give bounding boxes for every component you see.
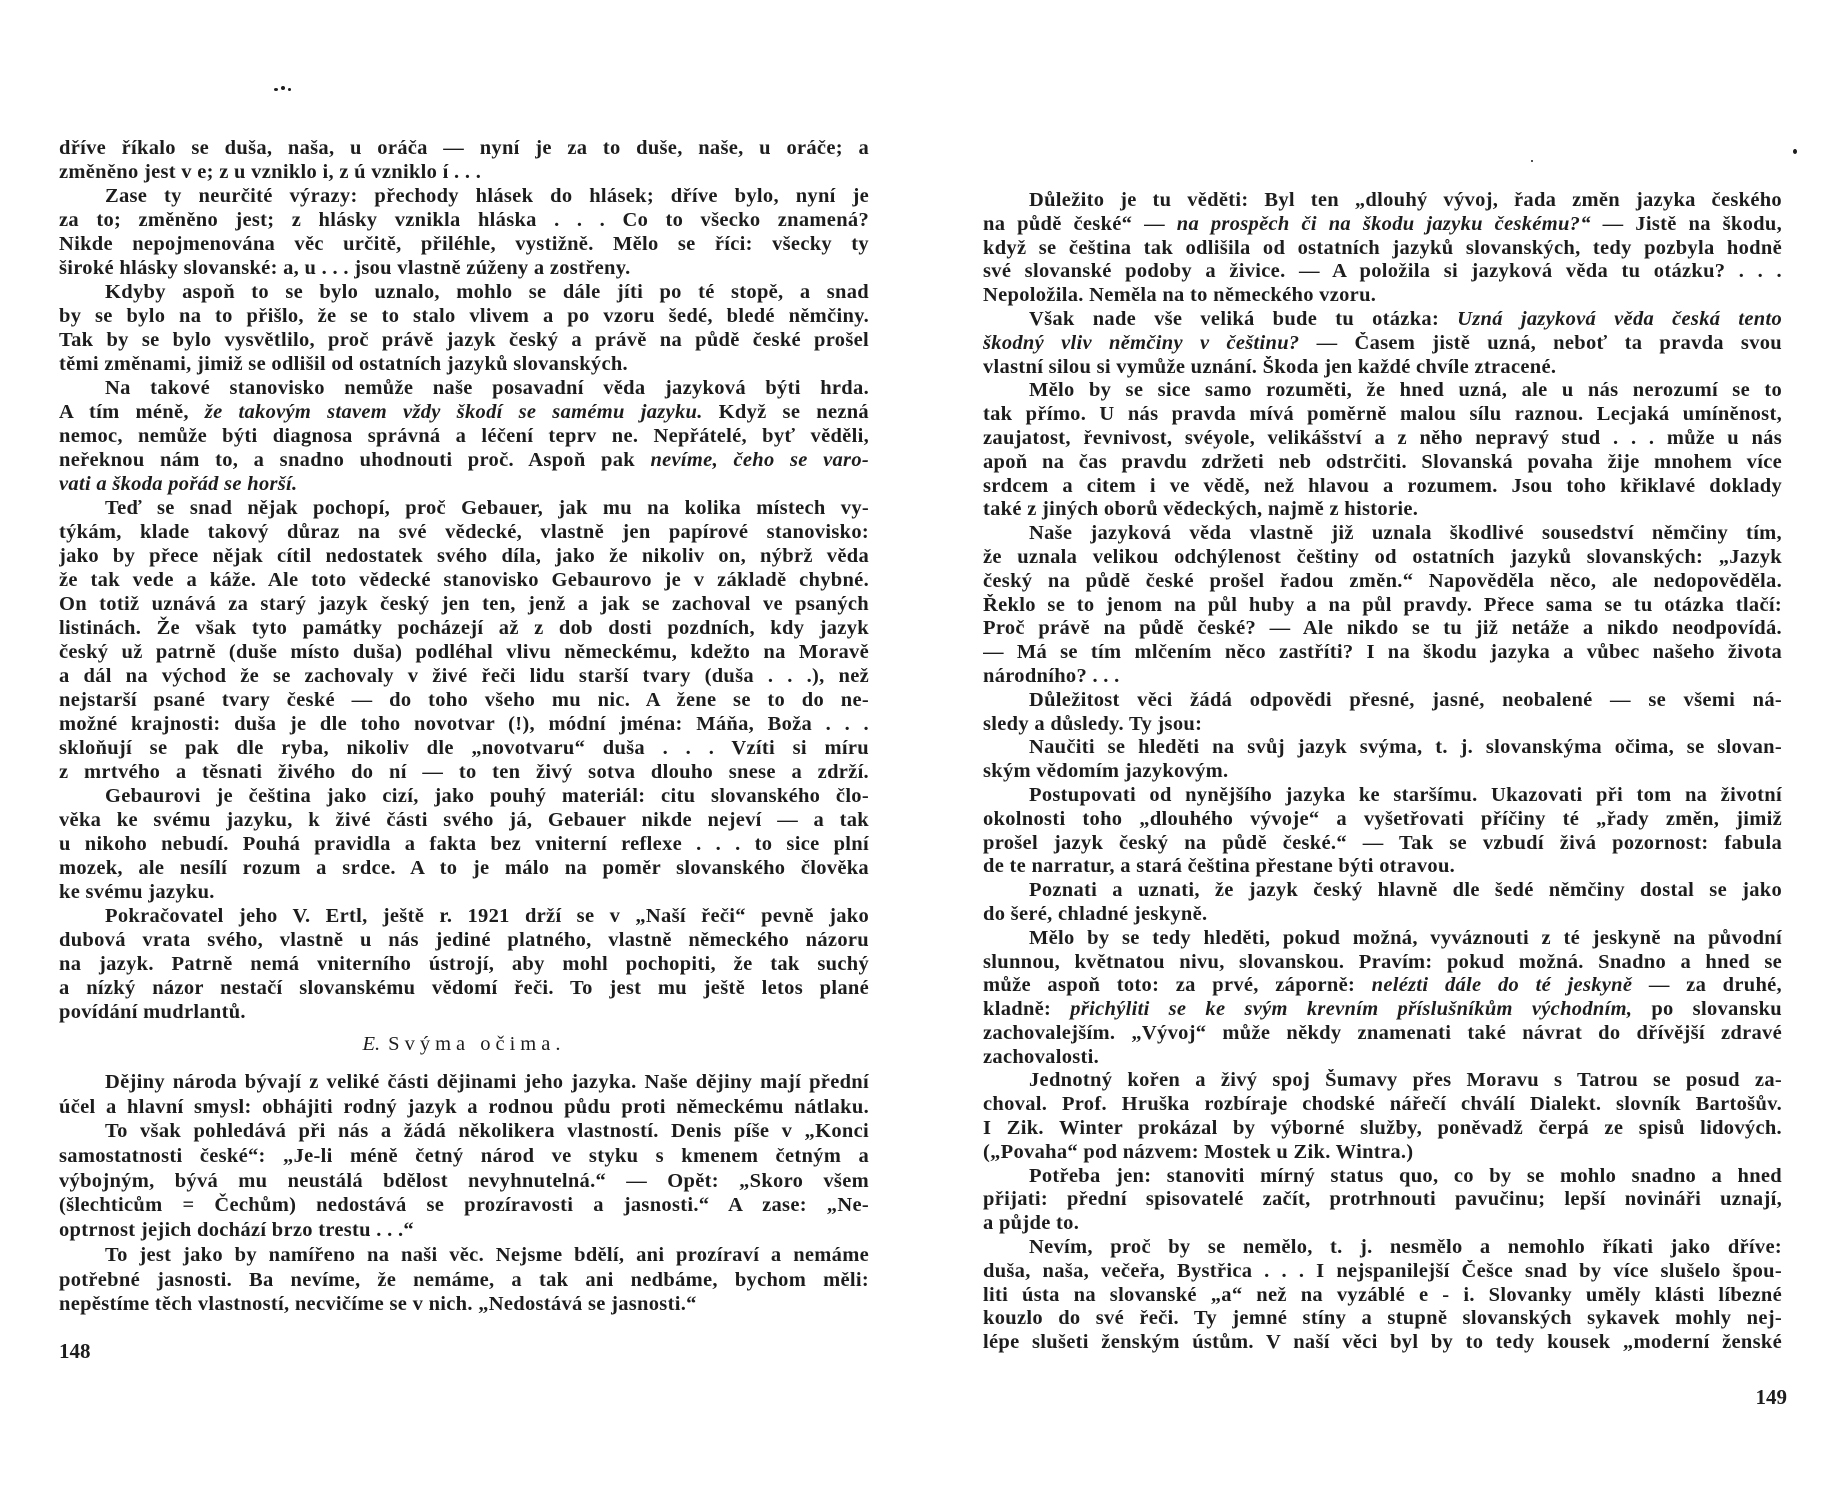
text-span: může aspoň toto: za prvé, záporně: [983,974,1372,997]
text-line: (šlechticům = Čechům) nedostává se prozíravosti a jasnosti.“ A zase: „Ne- [59,1194,869,1217]
text-line: kouzlo do své řeči. Ty jemné stíny a stupně slovanských sykavek mohly nej- [983,1307,1782,1330]
text-span: po slovansku [1632,998,1782,1021]
text-line: jako by přece nějak cítil nedostatek svého díla, jako že nikoliv on, nýbrž věda [59,545,869,567]
text-line: že uznala velikou odchýlenost češtiny od ostatních jazyků slovanských: „Jazyk [983,545,1782,568]
text-line: Postupovati od nynějšího jazyka ke staršímu. Ukazovati při tom na životní [1029,783,1782,806]
text-line: by se bylo na to přišlo, že se to stalo vlivem a po vzoru šedé, bledé němčiny. [59,305,869,327]
text-span: na půdě české“ — [983,212,1177,235]
text-line: Kdyby aspoň to se bylo uznalo, mohlo se dále jíti po té stopě, a snad [105,281,869,303]
text-line: Naučiti se hleděti na svůj jazyk svýma, t. j. slovanskýma očima, se slovan- [1029,736,1782,759]
text-line: potřebné jasnosti. Ba nevíme, že nemáme, a tak ani nedbáme, bychom měli: [59,1268,869,1291]
text-span: kladně: [983,998,1071,1021]
text-line: Řeklo se to jenom na půl huby a na půl pravdy. Přece sama se tu otázka tlačí: [983,593,1782,616]
text-line: Teď se snad nějak pochopí, proč Gebauer, jak mu na kolika místech vy- [105,497,869,519]
text-line: zachovalosti. [983,1045,1100,1068]
text-line: a nízký názor nestačí slovanskému vědomí řeči. To jest mu ještě letos plané [59,977,869,999]
text-line: povídání mudrlantů. [59,1001,246,1023]
text-line: výbojným, bývá mu neustálá bdělost nevyhnutelná.“ — Opět: „Skoro všem [59,1169,869,1192]
italic-text: nevíme, čeho se varo- [650,449,869,471]
text-line: když se čeština tak odlišila od ostatních jazyků slovanských, tedy pozbyla hodně [983,236,1782,259]
text-line: listinách. Že však tyto památky pocházejí až z dob dosti pozdních, kdy jazyk [59,617,869,639]
text-line: mozek, ale nesílí rozum a srdce. A to je málo na poměr slovanského člověka [59,857,869,879]
text-line [59,472,869,496]
text-line: možné krajnosti: duša je dle toho novotvar (!), módní jména: Máňa, Boža . . . [59,713,869,735]
text-line: To jest jako by namířeno na naši věc. Nejsme bdělí, ani prozíraví a nemáme [105,1243,869,1266]
ink-speck [1531,160,1533,162]
text-line [983,308,1782,332]
text-line: Tak by se bylo vysvětlilo, proč právě jazyk český a právě na půdě české prošel [59,329,869,351]
section-letter: E. [362,1033,381,1055]
text-line: ke svému jazyku. [59,881,215,903]
text-line [983,332,1782,356]
text-line: Nevím, proč by se nemělo, t. j. nesmělo a nemohlo říkati jako dříve: [1029,1236,1782,1259]
text-line: vlastní silou si vymůže uznání. Škoda jen každé chvíle ztracené. [983,355,1557,378]
ink-speck [274,88,278,91]
text-line: těmi změnami, jimiž se odlišil od ostatních jazyků slovanských. [59,353,628,375]
text-line: Gebaurovi je čeština jako cizí, jako pouhý materiál: citu slovanského člo- [105,785,869,807]
text-line: nepěstíme těch vlastností, necvičíme se v nich. „Nedostává se jasnosti.“ [59,1293,697,1316]
text-line: ským vědomím jazykovým. [983,760,1229,783]
page-number-right: 149 [1755,1385,1787,1409]
italic-text: na prospěch či na škodu jazyku českému?“ [1176,212,1591,235]
text-line: prošel jazyk český na půdě české.“ — Tak se vzbudí živá pozornost: fabula [983,831,1782,854]
text-line: Pokračovatel jeho V. Ertl, ještě r. 1921 drží se v „Naší řeči“ pevně jako [105,905,869,927]
left-page-section-text [59,1070,869,1317]
text-line: týkám, klade takový důraz na své vědecké, vlastně jen papírové stanovisko: [59,521,869,543]
ink-speck [288,88,291,91]
text-line: Dějiny národa bývají z veliké části dějinami jeho jazyka. Naše dějiny mají přední [105,1071,869,1093]
text-line: liti ústa na slovanské „a“ než na vyzáblé e - i. Slovanky uměly klásti líbezné [983,1283,1782,1306]
text-line: de te narratur, a stará čeština přestane býti otravou. [983,855,1456,878]
text-line: z mrtvého a těsnati živého do ní — to ten živý sotva dlouho snese a zdrží. [59,761,869,783]
text-line: a půjde to. [983,1212,1080,1235]
text-line: věka ke svému jazyku, k živé části svého já, Gebauer nikde nejeví — a tak [59,809,869,831]
text-line: On totiž uznává za starý jazyk český jen ten, jenž a jak se zachoval ve psaných [59,593,869,615]
text-line: nemoc, nemůže býti diagnosa správná a léčení teprv ne. Nepřátelé, byť věděli, [59,425,869,447]
italic-text: Uzná jazyková věda česká tento [1457,307,1782,330]
text-line: Nikde nepojmenována věc určitě, přiléhle, vystižně. Mělo se říci: všecky ty [59,233,869,255]
text-line: Zase ty neurčité výrazy: přechody hlásek do hlásek; dříve bylo, nyní je [105,185,869,207]
ink-speck [1793,149,1797,154]
text-span: neřeknou nám to, a snadno uhodnouti proč. Aspoň pak [59,449,651,471]
text-line: také z jiných oborů vědeckých, najmě z historie. [983,498,1419,521]
text-line: Jednotný kořen a živý spoj Šumavy přes Moravu s Tatrou se posud za- [1029,1069,1782,1092]
text-line: apoň na čas pravdu zdržeti neb odstrčiti. Slovanská povaha žije mnohem více [983,450,1782,473]
section-heading [59,1030,869,1058]
text-line: Poznati a uznati, že jazyk český hlavně dle šedé němčiny dostal se jako [1029,879,1782,902]
text-line: Naše jazyková věda vlastně již uznala škodlivé sousedství němčiny tím, [1029,522,1782,545]
ink-speck [281,86,285,90]
text-line: že tak vede a káže. Ale toto vědecké stanovisko Gebaurovo je v základě chybné. [59,569,869,591]
text-line: své slovanské podoby a živice. — A položila si jazyková věda tu otázku? . . . [983,260,1782,283]
text-line: Mělo by se tedy hleděti, pokud možná, vyváznouti z té jeskyně na původní [1029,926,1782,949]
text-line [983,974,1782,998]
text-line: lépe slušeti ženským ústům. V naší věci byl by to tedy kousek „moderní ženské [983,1331,1782,1354]
italic-text: že takovým stavem vždy škodí se samému jazyku. [204,401,703,423]
text-line: — Má se tím mlčením něco zastříti? I na škodu jazyka a vůbec našeho života [983,641,1782,664]
text-line [983,998,1782,1022]
text-line: účel a hlavní smysl: obhájiti rodný jazyk a rodnou půdu proti německému nátlaku. [59,1095,869,1118]
text-line: dříve říkalo se duša, naša, u oráča — nyní je za to duše, naše, u oráče; a [59,137,869,159]
text-span: A tím méně, [59,401,205,423]
text-span: — Jistě na škodu, [1590,212,1782,235]
text-line: optrnost jejich dochází brzo trestu . . .“ [59,1219,414,1242]
text-line: I Zik. Winter prokázal by výborné služby, poněvadž čerpá ze spisů lidových. [983,1117,1782,1140]
text-line [983,213,1782,237]
italic-text: škodný vliv němčiny v češtinu? [983,331,1300,354]
text-line: Mělo by se sice samo rozuměti, že hned uzná, ale u nás nerozumí se to [1029,379,1782,402]
text-line: okolnosti toho „dlouhého vývoje“ a vyšetřovati příčiny té „řady změn, jimiž [983,807,1782,830]
text-line: skloňují se pak dle ryba, nikoliv dle „novotvaru“ duša . . . Vzíti si míru [59,737,869,759]
text-span: — za druhé, [1632,974,1782,997]
text-line: Na takové stanovisko nemůže naše posavadní věda jazyková býti hrda. [105,377,869,399]
text-line: („Povaha“ pod názvem: Mostek u Zik. Wintra.) [983,1140,1414,1163]
text-line: přijati: přední spisovatelé začít, protrhnouti pavučinu; lepší novináři uznají, [983,1188,1782,1211]
text-line: zachovalejším. „Vývoj“ může někdy znamenati také návrat do dřívější zdravé [983,1021,1782,1044]
text-line: nejstarší psané tvary české — do toho všeho mu nic. A žene se to do ne- [59,689,869,711]
text-line: samostatnosti české“: „Je-li méně četný národ ve styku s kmenem četným a [59,1145,869,1168]
text-line: dubová vrata svého, vlastně u nás jediné platného, vlastně německého názoru [59,929,869,951]
text-line: duša, naša, večeřa, Bystřica . . . I nejspanilejší Češce snad by více slušelo špou- [983,1259,1782,1282]
text-line: široké hlásky slovanské: a, u . . . jsou vlastně zúženy a zostřeny. [59,257,631,279]
text-line: slunnou, květnatou nivu, slovanskou. Pravím: pokud možná. Snadno a hned se [983,950,1782,973]
section-title: Svýma očima. [388,1033,566,1055]
text-line: a dál na východ že se zachovaly v živé řeči lidu starší tvary (duša . . .), než [59,665,869,687]
text-line: národního? . . . [983,664,1120,687]
text-line: Proč právě na půdě české? — Ale nikdo se tu již netáže a nikdo neodpovídá. [983,617,1782,640]
text-line: u nikoho nebudí. Pouhá pravidla a fakta bez vniterní reflexe . . . to sice plní [59,833,869,855]
text-line: za to; změněno jest; z hlásky vznikla hláska . . . Co to všecko znamená? [59,209,869,231]
left-page-text [59,136,869,1024]
right-page-text [983,189,1782,1355]
text-line: Důležitost věci žádá odpovědi přesné, jasné, neobalené — se všemi ná- [1029,688,1782,711]
text-line: do šeré, chladné jeskyně. [983,902,1208,925]
text-span: Když se nezná [702,401,869,423]
text-line [59,448,869,472]
text-span: Však nade vše veliká bude tu otázka: [1029,307,1458,330]
text-line: Důležito je tu věděti: Byl ten „dlouhý vývoj, řada změn jazyka českého [1029,189,1782,211]
italic-text: nelézti dále do té jeskyně [1371,974,1633,997]
text-line: zaujatost, řevnivost, svéyole, velikášství a z něho nepravý stud . . . může u nás [983,426,1782,449]
text-line [59,400,869,424]
italic-text: vati a škoda pořád se horší. [59,473,298,495]
italic-text: přichýliti se ke svým krevním příslušníkům východním, [1070,998,1633,1021]
text-line: český na půdě české prošel řadou změn.“ Napověděla něco, ale nedopověděla. [983,569,1782,592]
text-line: To však pohledává při nás a žádá několikera vlastností. Denis píše v „Konci [105,1120,869,1143]
text-line: Nepoložila. Neměla na to německého vzoru. [983,284,1377,307]
text-line: tak přímo. U nás pravda mívá poměrně malou sílu raznou. Lecjaká umíněnost, [983,403,1782,426]
text-line: na jazyk. Patrně nemá vniterního ústrojí, aby mohl pochopiti, že tak suchý [59,953,869,975]
text-line: choval. Prof. Hruška rozbíraje chodské nářečí chválí Dialekt. slovník Bartošův. [983,1093,1782,1116]
text-span: — Časem jistě uzná, neboť ta pravda svou [1299,331,1782,354]
text-line: srdcem a citem i ve vědě, než hlavou a rozumem. Jsou toho křiklavé doklady [983,474,1782,497]
text-line: Potřeba jen: stanoviti mírný status quo, co by se mohlo snadno a hned [1029,1164,1782,1187]
text-line: změněno jest v e; z u vzniklo i, z ú vzniklo í . . . [59,161,482,183]
text-line: český už patrně (duše místo duša) podléhal vlivu německému, kdežto na Moravě [59,641,869,663]
text-line: sledy a důsledy. Ty jsou: [983,712,1203,735]
page-number-left: 148 [59,1339,91,1363]
